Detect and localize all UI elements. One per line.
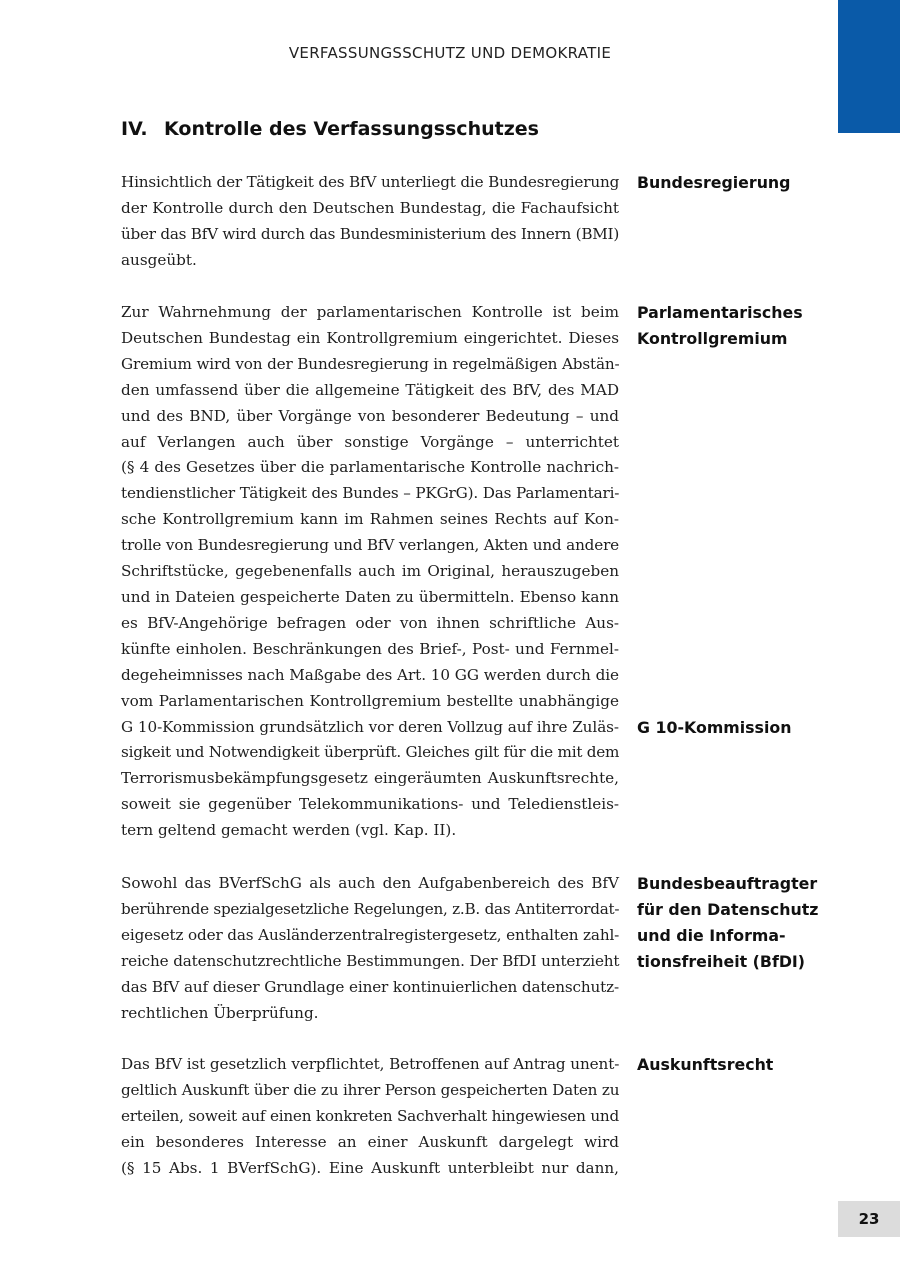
text-line: reiche datenschutzrechtliche Bestimmungen. Der BfDI unterzieht bbox=[121, 951, 620, 970]
text-line: künfte einholen. Beschränkungen des Brief-, Post- und Fernmel- bbox=[121, 639, 619, 658]
text-line: das BfV auf dieser Grundlage einer kontinuierlichen datenschutz- bbox=[121, 977, 619, 996]
text-line: vom Parlamentarischen Kontrollgremium bestellte unabhängige bbox=[121, 691, 619, 710]
text-line: eigesetz oder das Ausländerzentralregistergesetz, enthalten zahl- bbox=[121, 925, 620, 944]
margin-note-line: Parlamentarisches bbox=[637, 303, 803, 322]
text-line: und des BND, über Vorgänge von besonderer Bedeutung – und bbox=[121, 406, 619, 425]
margin-note-bundesregierung bbox=[637, 170, 827, 196]
text-line: erteilen, soweit auf einen konkreten Sachverhalt hingewiesen und bbox=[121, 1106, 619, 1125]
margin-note-line: G 10-Kommission bbox=[637, 718, 792, 737]
paragraph-kontrollgremium bbox=[121, 300, 619, 844]
paragraph-datenschutz bbox=[121, 871, 619, 1026]
text-line: (§ 4 des Gesetzes über die parlamentarische Kontrolle nachrich- bbox=[121, 458, 619, 477]
paragraph-bundesregierung bbox=[121, 170, 619, 274]
margin-note-line: Kontrollgremium bbox=[637, 329, 788, 348]
margin-note-line: Auskunftsrecht bbox=[637, 1055, 774, 1074]
margin-note-line: und die Informa- bbox=[637, 926, 786, 945]
text-line: über das BfV wird durch das Bundesministerium des Innern (BMI) bbox=[121, 224, 619, 243]
text-line: tendienstlicher Tätigkeit des Bundes – PKGrG). Das Parlamentari- bbox=[121, 484, 620, 503]
paragraph-auskunftsrecht bbox=[121, 1052, 619, 1182]
text-line: geltlich Auskunft über die zu ihrer Person gespeicherten Daten zu bbox=[121, 1080, 620, 1099]
margin-note-line: für den Datenschutz bbox=[637, 900, 819, 919]
text-line: und in Dateien gespeicherte Daten zu übermitteln. Ebenso kann bbox=[121, 587, 619, 606]
section-title: Kontrolle des Verfassungsschutzes bbox=[164, 118, 539, 140]
text-line: berührende spezialgesetzliche Regelungen, z.B. das Antiterrordat- bbox=[121, 899, 620, 918]
text-line: ausgeübt. bbox=[121, 250, 197, 269]
text-line: sche Kontrollgremium kann im Rahmen seines Rechts auf Kon- bbox=[121, 510, 619, 529]
text-line: es BfV-Angehörige befragen oder von ihnen schriftliche Aus- bbox=[121, 613, 619, 632]
text-line: soweit sie gegenüber Telekommunikations- und Teledienstleis- bbox=[121, 795, 619, 814]
page-number: 23 bbox=[838, 1201, 900, 1237]
text-line: (§ 15 Abs. 1 BVerfSchG). Eine Auskunft unterbleibt nur dann, bbox=[121, 1158, 619, 1177]
text-line: Das BfV ist gesetzlich verpflichtet, Betroffenen auf Antrag unent- bbox=[121, 1055, 620, 1073]
margin-note-line: tionsfreiheit (BfDI) bbox=[637, 952, 806, 971]
text-line: G 10-Kommission grundsätzlich vor deren Vollzug auf ihre Zuläs- bbox=[121, 717, 619, 736]
margin-note-g10-kommission bbox=[637, 715, 827, 741]
text-line: Sowohl das BVerfSchG als auch den Aufgabenbereich des BfV bbox=[121, 874, 619, 892]
running-header: VERFASSUNGSSCHUTZ UND DEMOKRATIE bbox=[288, 44, 612, 62]
margin-note-line: Bundesregierung bbox=[637, 173, 791, 192]
text-line: Terrorismusbekämpfungsgesetz eingeräumten Auskunftsrechte, bbox=[121, 769, 619, 788]
text-line: tern geltend gemacht werden (vgl. Kap. II). bbox=[121, 821, 457, 840]
text-line: der Kontrolle durch den Deutschen Bundestag, die Fachaufsicht bbox=[121, 198, 619, 217]
text-line: auf Verlangen auch über sonstige Vorgänge – unterrichtet bbox=[121, 432, 619, 451]
text-line: rechtlichen Überprüfung. bbox=[121, 1003, 319, 1022]
margin-note-line: Bundesbeauftragter bbox=[637, 874, 818, 893]
margin-note-bfdi bbox=[637, 871, 827, 975]
text-line: Zur Wahrnehmung der parlamentarischen Kontrolle ist beim bbox=[121, 303, 619, 321]
margin-note-kontrollgremium bbox=[637, 300, 827, 352]
text-line: Schriftstücke, gegebenenfalls auch im Original, herauszugeben bbox=[121, 562, 619, 581]
text-line: Hinsichtlich der Tätigkeit des BfV unterliegt die Bundesregierung bbox=[121, 173, 620, 191]
text-line: degeheimnisses nach Maßgabe des Art. 10 GG werden durch die bbox=[121, 665, 619, 684]
text-line: Deutschen Bundestag ein Kontrollgremium eingerichtet. Dieses bbox=[121, 328, 619, 347]
section-heading bbox=[121, 118, 539, 140]
section-number: IV. bbox=[121, 118, 148, 140]
chapter-tab-marker bbox=[838, 0, 900, 133]
text-line: sigkeit und Notwendigkeit überprüft. Gleiches gilt für die mit dem bbox=[121, 743, 620, 762]
text-line: ein besonderes Interesse an einer Auskunft dargelegt wird bbox=[121, 1132, 619, 1151]
text-line: den umfassend über die allgemeine Tätigkeit des BfV, des MAD bbox=[121, 380, 619, 399]
margin-note-auskunftsrecht bbox=[637, 1052, 827, 1078]
text-line: trolle von Bundesregierung und BfV verlangen, Akten und andere bbox=[121, 536, 619, 555]
text-line: Gremium wird von der Bundesregierung in regelmäßigen Abstän- bbox=[121, 354, 620, 373]
